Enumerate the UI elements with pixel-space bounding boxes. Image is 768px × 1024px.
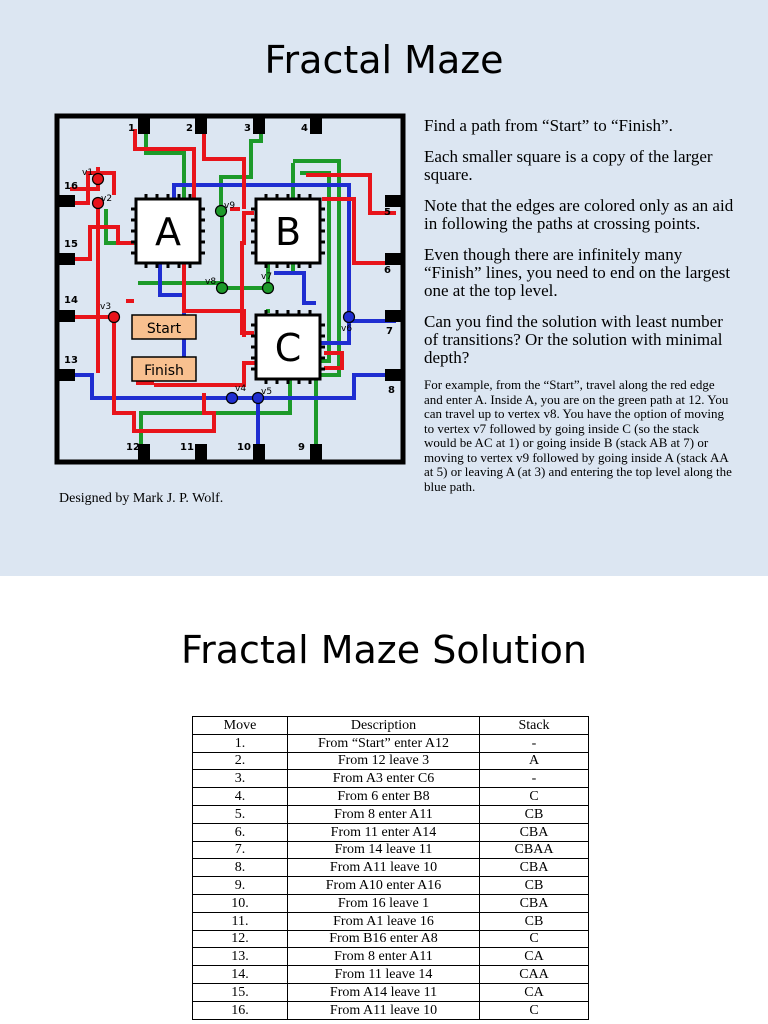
start-box: [132, 315, 196, 339]
move-cell: 2.: [193, 752, 288, 770]
vertex-label: v6: [341, 324, 353, 334]
table-row: [193, 805, 589, 823]
port-number: 11: [180, 442, 194, 453]
example-paragraph: For example, from the “Start”, travel along the red edge and enter A. Inside A, you are on the green path at 12. You can travel up to vertex v8. You have the option of moving to vertex v7 followed by going inside C (so the stack would be AC at 1) or going inside B (stack AB at 7) or moving to vertex v9 followed by going inside A (stack AA at 5) or leaving A (at 3) and entering the top level along the blue path.: [424, 377, 732, 494]
port-number: 1: [128, 123, 135, 134]
description-cell: From 11 leave 14: [288, 966, 480, 984]
vertex-v1: [93, 174, 104, 185]
move-cell: 8.: [193, 859, 288, 877]
table-row: [193, 823, 589, 841]
move-cell: 15.: [193, 983, 288, 1001]
stack-cell: CA: [480, 948, 589, 966]
stack-cell: C: [480, 930, 589, 948]
move-cell: 10.: [193, 894, 288, 912]
table-row: [193, 930, 589, 948]
port-number: 9: [298, 442, 305, 453]
stack-cell: -: [480, 770, 589, 788]
column-header: Stack: [480, 717, 589, 735]
stack-cell: CBA: [480, 859, 589, 877]
finish-label: Finish: [144, 363, 184, 379]
vertex-label: v1: [82, 168, 94, 178]
designer-credit: Designed by Mark J. P. Wolf.: [59, 491, 224, 506]
stack-cell: CB: [480, 912, 589, 930]
square-c: [251, 310, 325, 384]
port-number: 7: [386, 326, 393, 337]
description-cell: From A3 enter C6: [288, 770, 480, 788]
fractal-maze-diagram: [54, 113, 406, 465]
slide-title: Fractal Maze: [264, 38, 504, 82]
instruction-paragraph: Can you find the solution with least number of transitions? Or the solution with minimal depth?: [424, 312, 723, 367]
stack-cell: -: [480, 734, 589, 752]
instruction-paragraph: Each smaller square is a copy of the larger square.: [424, 147, 713, 184]
port-number: 10: [237, 442, 251, 453]
description-cell: From 12 leave 3: [288, 752, 480, 770]
move-cell: 14.: [193, 966, 288, 984]
vertex-v7: [263, 283, 274, 294]
port-number: 14: [64, 295, 78, 306]
stack-cell: CBA: [480, 823, 589, 841]
port-number: 3: [244, 123, 251, 134]
table-row: [193, 841, 589, 859]
vertex-label: v5: [261, 387, 273, 397]
table-row: [193, 948, 589, 966]
square-a: [131, 194, 205, 268]
move-cell: 13.: [193, 948, 288, 966]
move-cell: 5.: [193, 805, 288, 823]
description-cell: From 6 enter B8: [288, 788, 480, 806]
vertex-v3: [109, 312, 120, 323]
table-row: [193, 1001, 589, 1019]
port-number: 13: [64, 355, 78, 366]
description-cell: From A11 leave 10: [288, 859, 480, 877]
description-cell: From 16 leave 1: [288, 894, 480, 912]
slide-title: Fractal Maze Solution: [181, 628, 587, 672]
table-row: [193, 912, 589, 930]
table-row: [193, 894, 589, 912]
port-number: 12: [126, 442, 140, 453]
instruction-paragraph: Find a path from “Start” to “Finish”.: [424, 116, 673, 135]
move-cell: 9.: [193, 877, 288, 895]
port-number: 15: [64, 239, 78, 250]
description-cell: From A1 leave 16: [288, 912, 480, 930]
stack-cell: CB: [480, 877, 589, 895]
port-number: 6: [384, 265, 391, 276]
finish-box: [132, 357, 196, 381]
table-row: [193, 734, 589, 752]
stack-cell: CAA: [480, 966, 589, 984]
stack-cell: C: [480, 788, 589, 806]
move-cell: 12.: [193, 930, 288, 948]
table-row: [193, 877, 589, 895]
slide-maze-solution: [0, 576, 768, 1024]
description-cell: From A11 leave 10: [288, 1001, 480, 1019]
description-cell: From B16 enter A8: [288, 930, 480, 948]
instructions-text: [424, 117, 734, 494]
description-cell: From A10 enter A16: [288, 877, 480, 895]
instruction-paragraph: Even though there are infinitely many “Finish” lines, you need to end on the largest one at the top level.: [424, 245, 731, 300]
table-row: [193, 770, 589, 788]
port-number: 8: [388, 385, 395, 396]
stack-cell: CBAA: [480, 841, 589, 859]
move-cell: 7.: [193, 841, 288, 859]
table-row: [193, 966, 589, 984]
description-cell: From A14 leave 11: [288, 983, 480, 1001]
square-a-label: A: [155, 210, 181, 254]
move-cell: 4.: [193, 788, 288, 806]
column-header: Move: [193, 717, 288, 735]
port-number: 4: [301, 123, 308, 134]
column-header: Description: [288, 717, 480, 735]
stack-cell: CB: [480, 805, 589, 823]
vertex-label: v7: [261, 272, 273, 282]
port-number: 5: [384, 207, 391, 218]
vertex-label: v4: [235, 384, 247, 394]
vertex-v4: [227, 393, 238, 404]
table-header-row: [193, 717, 589, 735]
move-cell: 6.: [193, 823, 288, 841]
port-number: 16: [64, 181, 78, 192]
vertex-label: v2: [101, 194, 113, 204]
table-row: [193, 859, 589, 877]
vertex-label: v9: [224, 201, 236, 211]
table-row: [193, 752, 589, 770]
stack-cell: CBA: [480, 894, 589, 912]
description-cell: From 8 enter A11: [288, 948, 480, 966]
port-number: 2: [186, 123, 193, 134]
move-cell: 11.: [193, 912, 288, 930]
vertex-v8: [217, 283, 228, 294]
description-cell: From 14 leave 11: [288, 841, 480, 859]
vertex-label: v8: [205, 277, 217, 287]
solution-table: [192, 716, 589, 1020]
description-cell: From “Start” enter A12: [288, 734, 480, 752]
stack-cell: A: [480, 752, 589, 770]
stack-cell: C: [480, 1001, 589, 1019]
table-row: [193, 983, 589, 1001]
square-b-label: B: [274, 210, 302, 254]
square-b: [251, 194, 325, 268]
vertex-label: v3: [100, 302, 112, 312]
instruction-paragraph: Note that the edges are colored only as an aid in following the paths at crossing points.: [424, 196, 734, 233]
move-cell: 16.: [193, 1001, 288, 1019]
table-row: [193, 788, 589, 806]
vertex-v6: [344, 312, 355, 323]
description-cell: From 8 enter A11: [288, 805, 480, 823]
description-cell: From 11 enter A14: [288, 823, 480, 841]
stack-cell: CA: [480, 983, 589, 1001]
move-cell: 3.: [193, 770, 288, 788]
start-label: Start: [146, 321, 182, 337]
square-c-label: C: [274, 326, 302, 370]
move-cell: 1.: [193, 734, 288, 752]
